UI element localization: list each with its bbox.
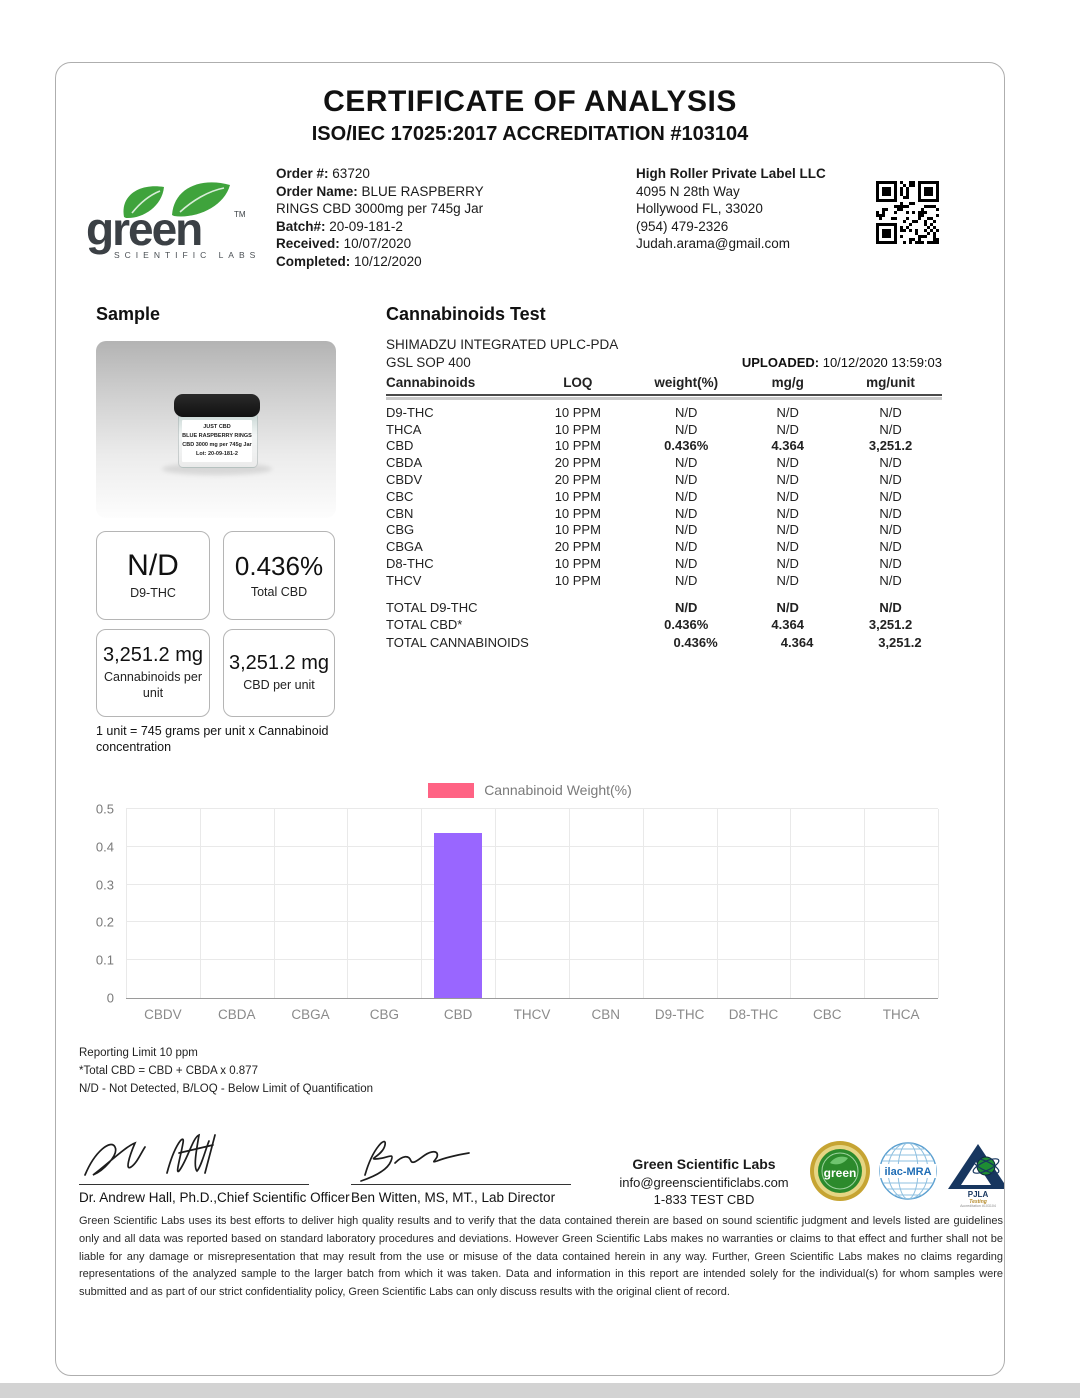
v-gridline	[347, 809, 348, 998]
table-cell: 10 PPM	[554, 522, 601, 538]
table-cell: 10 PPM	[554, 488, 601, 504]
table-cell: 3,251.2	[878, 634, 922, 650]
page-title: CERTIFICATE OF ANALYSIS	[323, 85, 737, 118]
bottom-bar	[0, 1383, 1080, 1398]
result-label: CBD per unit	[243, 678, 315, 693]
uploaded-value: 10/12/2020 13:59:03	[822, 355, 942, 370]
table-header-rule	[386, 397, 942, 400]
v-gridline	[126, 809, 127, 998]
table-cell: 4.364	[780, 634, 814, 650]
table-row	[386, 421, 942, 438]
ilac-mra-text: ilac-MRA	[884, 1166, 932, 1178]
h-gridline	[126, 884, 938, 885]
table-cell: N/D	[879, 488, 902, 504]
table-cell: D9-THC	[386, 404, 434, 420]
cannabinoids-test-heading: Cannabinoids Test	[386, 304, 546, 324]
v-gridline	[643, 809, 644, 998]
table-cell: N/D	[776, 572, 799, 588]
client-phone: (954) 479-2326	[636, 218, 729, 234]
order-number-value: 63720	[332, 166, 370, 181]
table-cell: CBN	[386, 505, 414, 521]
totals-rows	[386, 599, 942, 651]
table-cell: N/D	[879, 556, 902, 572]
y-tick-label: 0.1	[95, 952, 114, 968]
legend-swatch	[428, 783, 474, 798]
table-cell: THCA	[386, 421, 422, 437]
table-cell: 20 PPM	[554, 455, 601, 471]
signature-hall-graphic	[79, 1129, 289, 1185]
table-cell: 10 PPM	[554, 505, 601, 521]
v-gridline	[274, 809, 275, 998]
completed-value: 10/12/2020	[354, 253, 422, 269]
x-tick-label: CBGA	[291, 1007, 330, 1022]
result-label: Total CBD	[250, 584, 308, 599]
table-cell: CBG	[386, 522, 415, 538]
col-header-mgunit: mg/unit	[866, 375, 915, 390]
table-cell: 3,251.2	[868, 438, 913, 454]
table-cell: TOTAL CBD*	[386, 617, 463, 633]
order-name-line	[276, 183, 486, 218]
col-header-weight: weight(%)	[654, 375, 719, 390]
table-row	[386, 572, 942, 589]
table-cell: N/D	[675, 488, 698, 504]
chart-x-axis	[126, 1007, 938, 1027]
result-box-d9-thc	[96, 531, 210, 620]
result-value: 3,251.2 mg	[228, 652, 330, 675]
table-cell: N/D	[776, 455, 799, 471]
table-cell: N/D	[675, 522, 698, 538]
chart-legend	[56, 782, 1004, 798]
col-header-cannabinoids: Cannabinoids	[386, 375, 476, 390]
lab-phone: 1-833 TEST CBD	[653, 1192, 755, 1208]
jar-label	[182, 420, 252, 462]
table-cell: N/D	[776, 539, 799, 555]
legend-label: Cannabinoid Weight(%)	[484, 782, 632, 798]
table-cell: N/D	[675, 572, 698, 588]
table-row	[386, 555, 942, 572]
table-row	[386, 488, 942, 505]
x-tick-label: D8-THC	[728, 1007, 779, 1022]
table-cell: N/D	[879, 599, 902, 615]
table-cell: CBDV	[386, 472, 423, 488]
result-value: N/D	[127, 549, 179, 583]
lab-name: Green Scientific Labs	[632, 1156, 776, 1172]
table-cell: N/D	[776, 505, 799, 521]
batch-line	[276, 218, 486, 236]
x-tick-label: CBC	[813, 1007, 842, 1022]
table-cell: N/D	[776, 522, 799, 538]
y-tick-label: 0.4	[95, 839, 114, 855]
logo-graphic	[84, 179, 269, 261]
disclaimer-text: Green Scientific Labs uses its best efforts to deliver high quality results and to verify that the data contained therein are based on sound scientific judgment and levels listed are guidelines only and all data was reported based on standard laboratory procedures and deviations. However Green Scientific Labs makes no warranties or claims to that effect and further shall not be liable for any damage or misrepresentation that may result from the use or misuse of the data contained herein in any way. Further, Green Scientific Labs makes no claims regarding representations of the analyzed sample to the larger batch from which it was taken. Data and information in this report are intended solely for the individual(s) for whom samples were submitted and as part of our strict confidentiality policy, Green Scientific Labs can only discuss results with the original client of record.	[79, 1215, 1003, 1299]
signer-name: Dr. Andrew Hall, Ph.D.,Chief Scientific Officer	[79, 1190, 350, 1205]
table-row	[386, 505, 942, 522]
footnote-total-cbd-formula: *Total CBD = CBD + CBDA x 0.877	[79, 1064, 258, 1077]
jar-label-line: BLUE RASPBERRY RINGS	[182, 433, 252, 440]
h-gridline	[126, 846, 938, 847]
table-cell: N/D	[879, 522, 902, 538]
cannabinoid-table	[386, 375, 942, 651]
x-tick-label: THCA	[882, 1007, 920, 1022]
completed-label: Completed:	[276, 253, 351, 269]
h-gridline	[126, 808, 938, 809]
order-info	[276, 165, 486, 270]
v-gridline	[495, 809, 496, 998]
table-row	[386, 438, 942, 455]
table-cell: N/D	[776, 404, 799, 420]
footnotes	[79, 1045, 373, 1098]
sample-photo	[96, 341, 336, 518]
table-cell: CBC	[386, 488, 414, 504]
table-cell: CBGA	[386, 539, 423, 555]
signer-name: Ben Witten, MS, MT., Lab Director	[351, 1190, 556, 1205]
table-cell: TOTAL D9-THC	[386, 599, 478, 615]
table-cell: N/D	[675, 599, 698, 615]
result-label: Cannabinoids per unit	[104, 670, 202, 700]
table-row	[386, 454, 942, 471]
client-address1: 4095 N 28th Way	[636, 183, 740, 199]
y-tick-label: 0.3	[95, 877, 114, 893]
received-line	[276, 235, 486, 253]
green-scientific-labs-logo	[84, 179, 269, 266]
table-cell: N/D	[879, 421, 902, 437]
x-tick-label: CBDV	[144, 1007, 182, 1022]
table-cell: N/D	[776, 472, 799, 488]
pjla-badge	[944, 1139, 1005, 1207]
table-cell: 0.436%	[673, 634, 718, 650]
x-tick-label: THCV	[513, 1007, 551, 1022]
table-cell: 10 PPM	[554, 438, 601, 454]
table-cell: THCV	[386, 572, 422, 588]
table-cell: N/D	[879, 505, 902, 521]
table-cell: N/D	[675, 556, 698, 572]
v-gridline	[790, 809, 791, 998]
order-name-label: Order Name:	[276, 183, 358, 199]
table-cell: N/D	[675, 421, 698, 437]
logo-tagline: SCIENTIFIC LABS	[114, 250, 261, 260]
signature-witten	[351, 1133, 571, 1205]
received-value: 10/07/2020	[343, 236, 412, 252]
green-seal-badge	[808, 1139, 872, 1203]
table-cell: N/D	[879, 472, 902, 488]
chart-plot	[126, 809, 938, 999]
received-label: Received:	[276, 236, 340, 252]
table-cell: CBD	[386, 438, 414, 454]
table-cell: 3,251.2	[868, 617, 913, 633]
table-row	[386, 471, 942, 488]
instrument-name: SHIMADZU INTEGRATED UPLC-PDA	[386, 337, 619, 352]
col-header-mgg: mg/g	[771, 375, 804, 390]
pjla-accreditation-text: Accreditation #103104	[960, 1204, 996, 1207]
uploaded-line	[386, 355, 942, 370]
table-row	[386, 522, 942, 539]
ilac-mra-badge	[876, 1139, 940, 1203]
batch-label: Batch#:	[276, 218, 326, 234]
result-label: D9-THC	[130, 586, 176, 601]
v-gridline	[938, 809, 939, 998]
client-address2: Hollywood FL, 33020	[636, 201, 763, 217]
table-cell: N/D	[776, 556, 799, 572]
h-gridline	[126, 921, 938, 922]
cannabinoid-rows	[386, 404, 942, 589]
v-gridline	[421, 809, 422, 998]
result-box-cbd-per-unit	[223, 629, 335, 717]
table-cell: N/D	[675, 505, 698, 521]
table-cell: N/D	[879, 455, 902, 471]
table-cell: 4.364	[771, 617, 804, 633]
x-tick-label: D9-THC	[654, 1007, 705, 1022]
table-cell: 10 PPM	[554, 421, 601, 437]
footnote-reporting-limit: Reporting Limit 10 ppm	[79, 1047, 198, 1059]
total-row	[386, 616, 942, 633]
pjla-sub-text: Testing	[969, 1199, 987, 1205]
x-tick-label: CBDA	[217, 1007, 256, 1022]
x-tick-label: CBN	[591, 1007, 621, 1022]
table-cell: 10 PPM	[554, 572, 601, 588]
batch-value: 20-09-181-2	[329, 218, 403, 234]
logo-tm: TM	[234, 210, 246, 219]
v-gridline	[717, 809, 718, 998]
green-seal-text: green	[823, 1166, 857, 1180]
logo-wordmark: green	[86, 203, 202, 255]
y-tick-label: 0	[106, 990, 114, 1006]
table-cell: N/D	[879, 539, 902, 555]
y-tick-label: 0.2	[95, 914, 114, 930]
v-gridline	[864, 809, 865, 998]
col-header-loq: LOQ	[563, 375, 593, 390]
table-cell: CBDA	[386, 455, 423, 471]
signature-witten-graphic	[351, 1133, 491, 1185]
completed-line	[276, 253, 486, 271]
qr-code-graphic	[876, 181, 939, 244]
lab-email: info@greenscientificlabs.com	[619, 1174, 789, 1190]
footnote-nd-definition: N/D - Not Detected, B/LOQ - Below Limit of Quantification	[79, 1082, 374, 1095]
jar-label-line: Lot: 20-09-181-2	[196, 450, 238, 457]
table-cell: N/D	[675, 539, 698, 555]
table-cell: 0.436%	[664, 617, 709, 633]
table-cell: 10 PPM	[554, 404, 601, 420]
v-gridline	[200, 809, 201, 998]
pjla-title-text: PJLA	[967, 1190, 989, 1199]
table-cell: 20 PPM	[554, 539, 601, 555]
client-email: Judah.arama@gmail.com	[636, 236, 791, 252]
x-tick-label: CBG	[369, 1007, 399, 1022]
y-tick-label: 0.5	[95, 801, 114, 817]
table-cell: N/D	[879, 572, 902, 588]
h-gridline	[126, 959, 938, 960]
total-row	[386, 634, 942, 651]
uploaded-label: UPLOADED:	[741, 355, 820, 370]
client-info	[636, 165, 876, 253]
result-value: 0.436%	[234, 550, 324, 581]
bar-CBD	[434, 833, 482, 998]
table-cell: 10 PPM	[554, 556, 601, 572]
qr-code	[876, 181, 939, 244]
signature-hall	[79, 1129, 350, 1205]
sop-name: GSL SOP 400	[386, 355, 471, 370]
order-number-label: Order #:	[276, 166, 329, 181]
chart-y-axis	[82, 801, 122, 1006]
v-gridline	[569, 809, 570, 998]
table-cell: N/D	[776, 488, 799, 504]
table-row	[386, 538, 942, 555]
total-row	[386, 599, 942, 616]
x-tick-label: CBD	[443, 1007, 473, 1022]
table-cell: N/D	[675, 404, 698, 420]
table-cell: N/D	[675, 472, 698, 488]
certificate-page	[55, 62, 1005, 1376]
client-name: High Roller Private Label LLC	[636, 166, 826, 181]
table-cell: N/D	[675, 455, 698, 471]
order-name-value: BLUE RASPBERRY RINGS CBD 3000mg per 745g Jar	[276, 183, 484, 217]
accreditation-badges	[808, 1139, 1005, 1207]
order-number-line	[276, 165, 486, 183]
jar-lid	[174, 394, 260, 417]
table-row	[386, 404, 942, 421]
table-cell: N/D	[776, 421, 799, 437]
jar-label-line: JUST CBD	[203, 424, 231, 431]
table-cell: 20 PPM	[554, 472, 601, 488]
sample-heading: Sample	[96, 304, 161, 324]
table-cell: N/D	[879, 404, 902, 420]
table-cell: 4.364	[771, 438, 804, 454]
table-cell: D8-THC	[386, 556, 434, 572]
table-cell: TOTAL CANNABINOIDS	[386, 634, 529, 650]
page-subtitle: ISO/IEC 17025:2017 ACCREDITATION #103104	[311, 123, 749, 145]
table-cell: N/D	[776, 599, 799, 615]
table-cell: 0.436%	[664, 438, 709, 454]
result-box-total-cbd	[223, 531, 335, 620]
result-value: 3,251.2 mg	[102, 644, 204, 667]
jar-label-line: CBD 3000 mg per 745g Jar	[182, 442, 252, 448]
table-header	[386, 375, 942, 396]
unit-note: 1 unit = 745 grams per unit x Cannabinoid concentration	[96, 724, 329, 755]
result-box-cannabinoids-per-unit	[96, 629, 210, 717]
lab-contact	[594, 1155, 814, 1209]
